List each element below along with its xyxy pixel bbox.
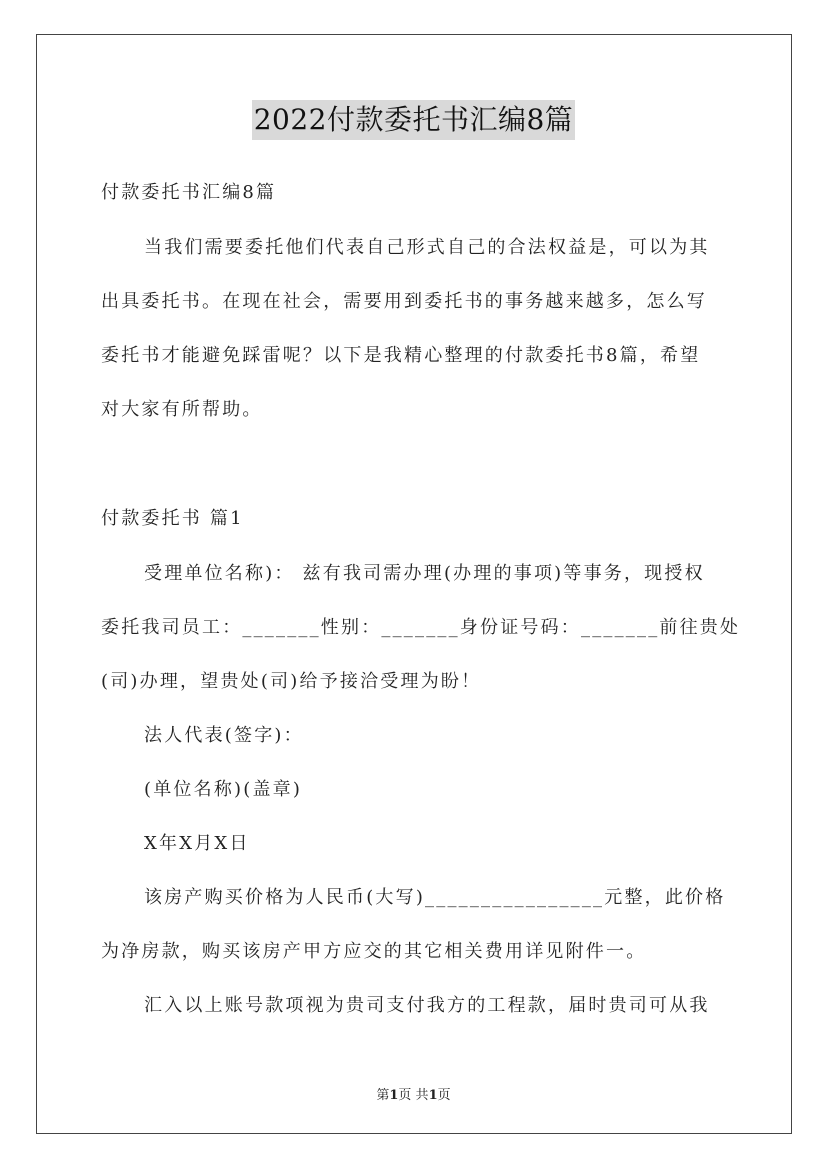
date-line: X年X月X日 [144,833,250,854]
paragraph-line: 出具委托书。在现在社会，需要用到委托书的事务越来越多，怎么写 [101,291,707,312]
title-container [0,100,827,140]
paragraph-line: 委托我司员工：_______性别：_______身份证号码：_______前往贵处 [101,617,741,638]
paragraph-line: 对大家有所帮助。 [101,399,263,420]
subtitle-line: 付款委托书汇编8篇 [101,182,277,203]
footer-page-total: 1 [428,1088,438,1103]
paragraph-line: 受理单位名称)： 兹有我司需办理(办理的事项)等事务，现授权 [144,563,705,584]
section-heading: 付款委托书 篇1 [101,508,244,529]
paragraph-line: (司)办理，望贵处(司)给予接洽受理为盼！ [101,671,482,692]
paragraph-line: 委托书才能避免踩雷呢？以下是我精心整理的付款委托书8篇，希望 [101,345,701,366]
page-footer [0,1084,827,1103]
signature-line: 法人代表(签字)： [144,725,304,746]
footer-mid: 页 共 [398,1088,429,1103]
seal-line: (单位名称)(盖章) [144,779,303,800]
footer-suffix: 页 [437,1088,451,1103]
document-title: 2022付款委托书汇编8篇 [252,100,576,140]
paragraph-line: 该房产购买价格为人民币(大写)________________元整，此价格 [144,887,726,908]
footer-page-number: 1 [389,1088,399,1103]
footer-prefix: 第 [376,1088,390,1103]
paragraph-line: 当我们需要委托他们代表自己形式自己的合法权益是，可以为其 [144,237,710,258]
paragraph-line: 为净房款，购买该房产甲方应交的其它相关费用详见附件一。 [101,941,647,962]
paragraph-line: 汇入以上账号款项视为贵司支付我方的工程款，届时贵司可从我 [144,995,710,1016]
